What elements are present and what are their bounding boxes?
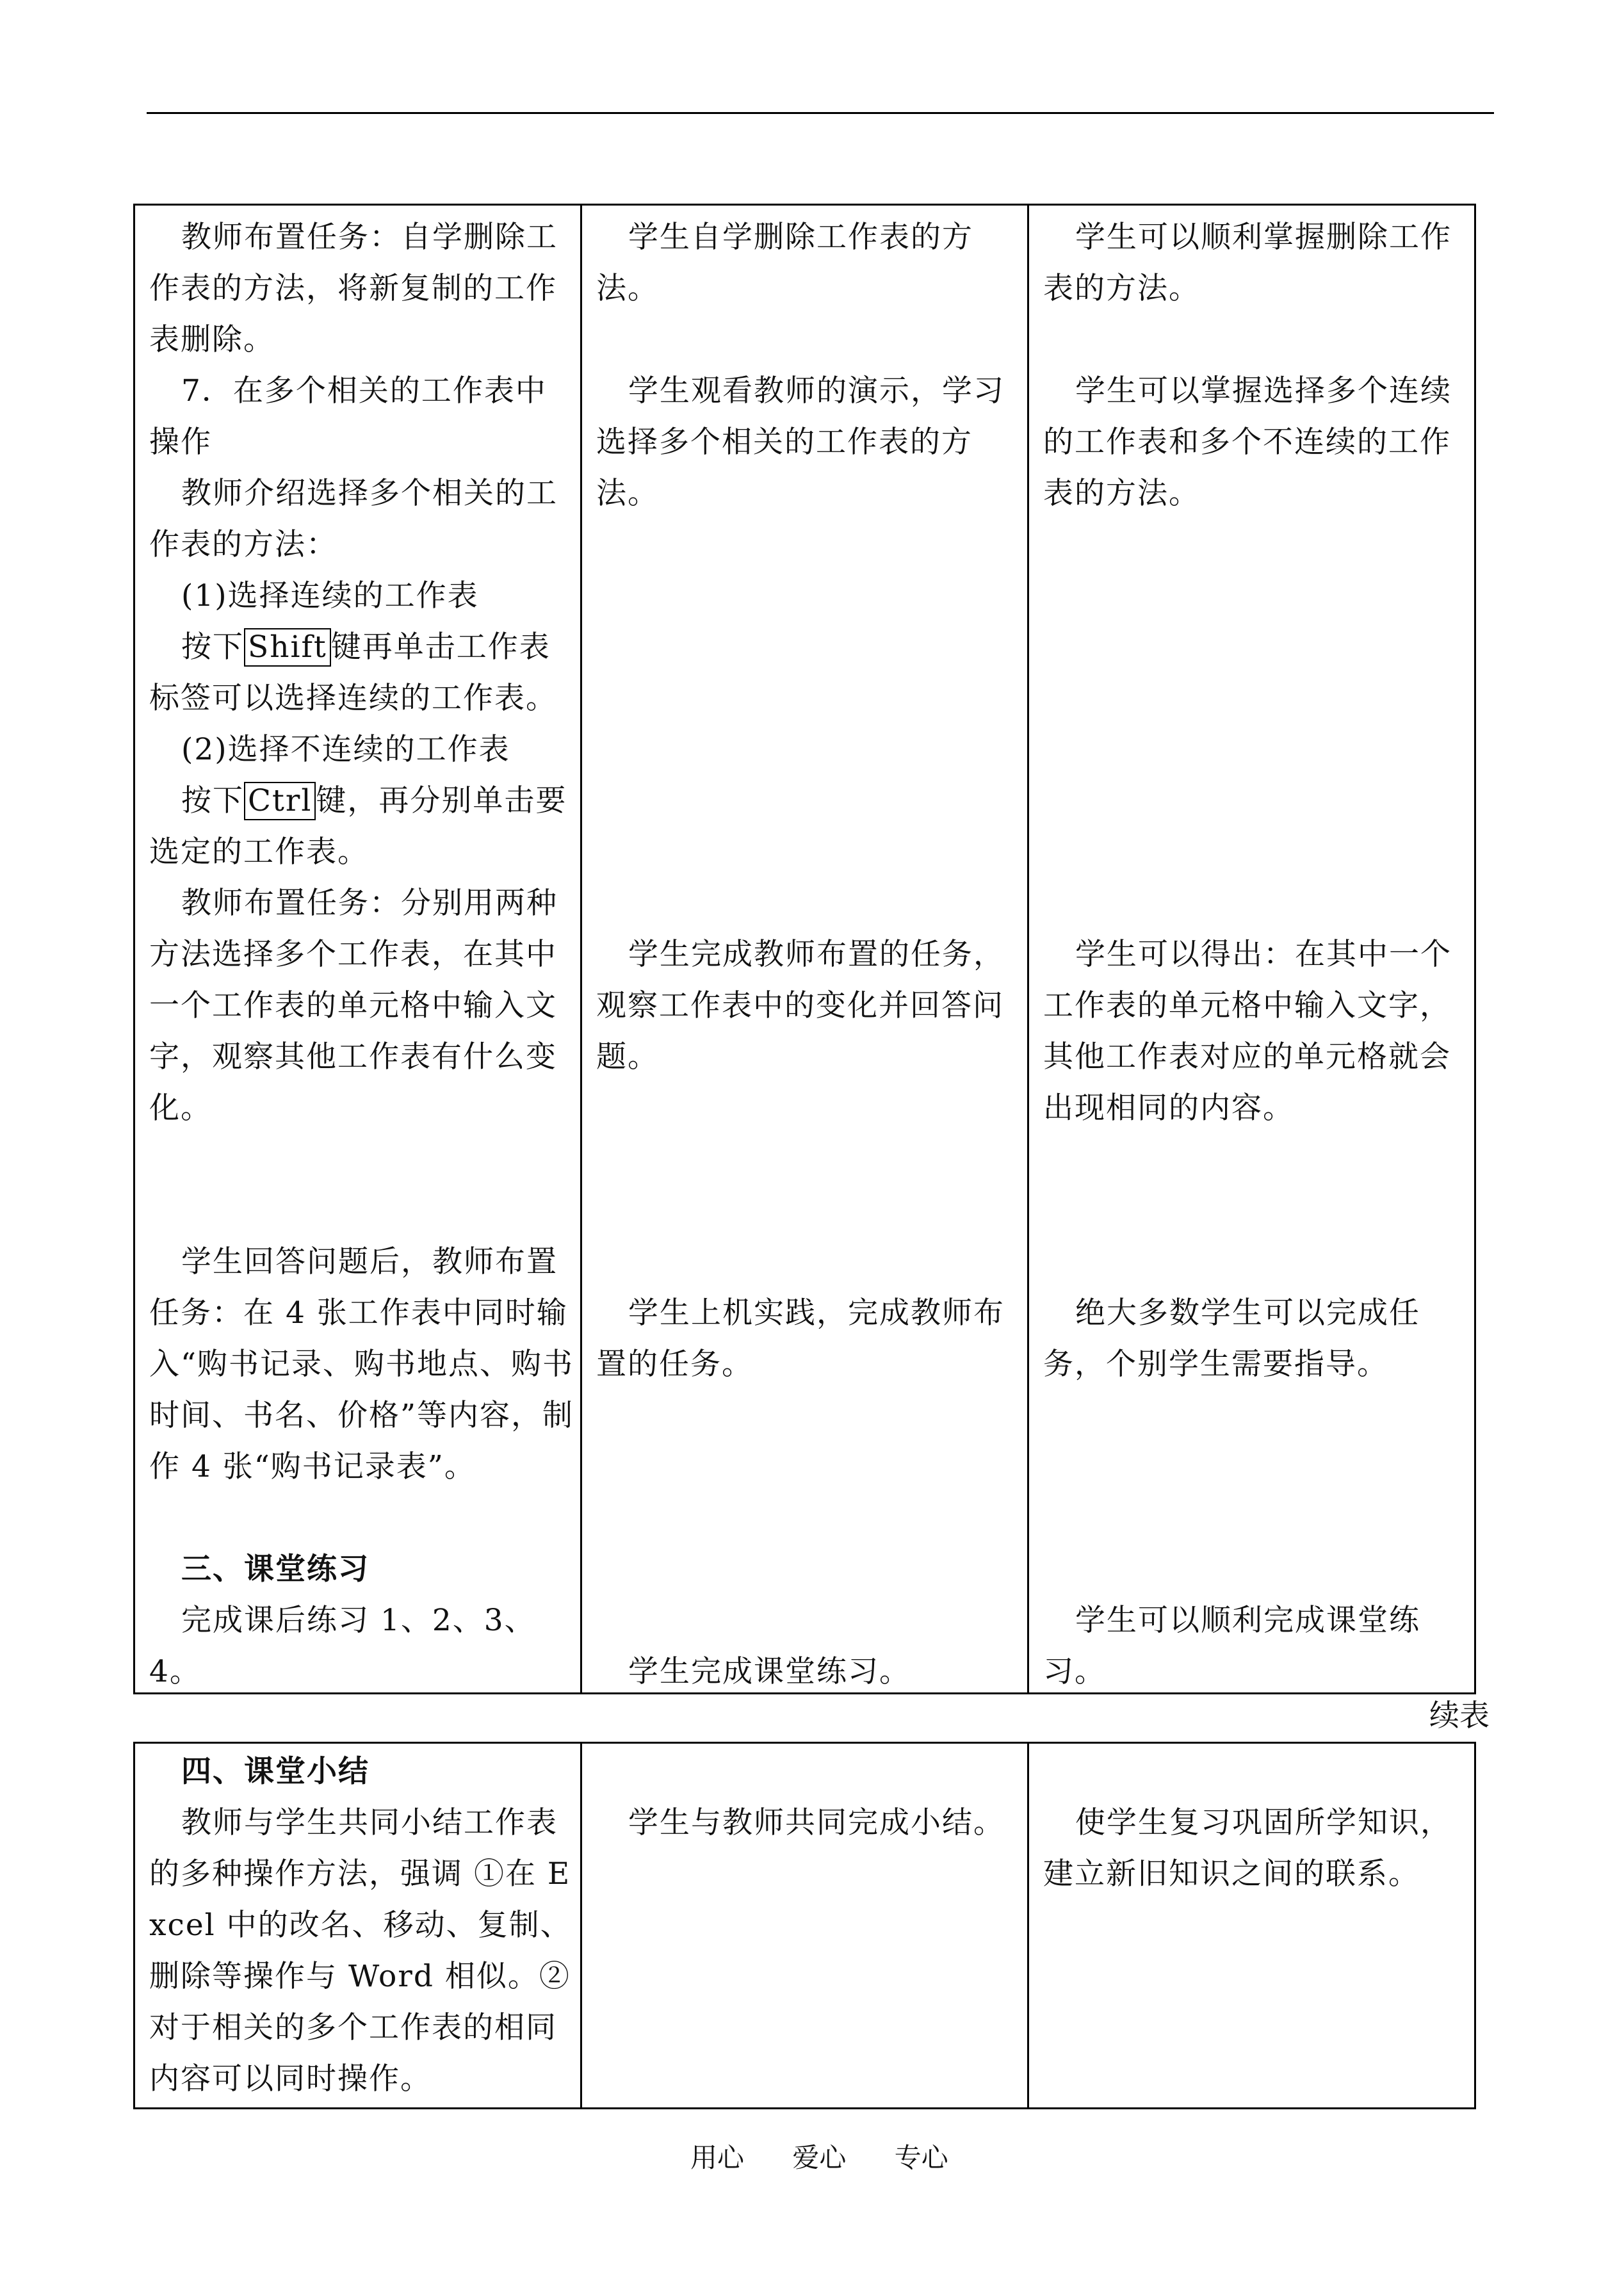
outcome-delete: 学生可以顺利掌握删除工作表的方法。 xyxy=(1043,220,1452,306)
student-exercise: 学生完成课堂练习。 xyxy=(628,1654,911,1689)
summary-text: 教师与学生共同小结工作表的多种操作方法，强调 ①在 Excel 中的改名、移动、复制、删除等操作与 Word 相似。②对于相关的多个工作表的相同内容可以同时操作。 xyxy=(149,1805,572,2096)
section-3-heading: 三、课堂练习 xyxy=(181,1552,369,1587)
lesson-table-summary xyxy=(133,1742,1476,2109)
outcome-exercise: 学生可以顺利完成课堂练习。 xyxy=(1043,1603,1420,1689)
summary-outcome-text: 使学生复习巩固所学知识，建立新旧知识之间的联系。 xyxy=(1043,1805,1452,1892)
method-2-rest: 键，再分别单击要选定的工作表。 xyxy=(149,783,567,870)
teacher-task-delete: 教师布置任务：自学删除工作表的方法，将新复制的工作表删除。 xyxy=(149,220,558,357)
student-activity-cell xyxy=(581,205,1028,1694)
shift-key-box: Shift xyxy=(244,628,331,667)
teacher-activity-cell xyxy=(134,205,581,1694)
section-4-heading: 四、课堂小结 xyxy=(181,1754,369,1789)
outcome-cell xyxy=(1028,205,1475,1694)
teacher-task-select: 教师布置任务：分别用两种方法选择多个工作表，在其中一个工作表的单元格中输入文字，观察其他工作表有什么变化。 xyxy=(149,886,558,1126)
header-rule xyxy=(147,112,1494,114)
method-2-heading: (2)选择不连续的工作表 xyxy=(181,732,510,767)
student-watch-demo: 学生观看教师的演示，学习选择多个相关的工作表的方法。 xyxy=(596,373,1005,511)
summary-student-text: 学生与教师共同完成小结。 xyxy=(628,1805,1005,1840)
teacher-task-records: 学生回答问题后，教师布置任务：在 4 张工作表中同时输入“购书记录、购书地点、购书时间、书名、价格”等内容，制作 4 张“购书记录表”。 xyxy=(149,1244,574,1484)
method-1-text xyxy=(149,622,576,724)
lesson-table-main xyxy=(133,204,1476,1694)
footer-word: 专心 xyxy=(894,2142,948,2173)
teacher-intro-methods: 教师介绍选择多个相关的工作表的方法： xyxy=(149,476,558,562)
student-complete-task: 学生完成教师布置的任务，观察工作表中的变化并回答问题。 xyxy=(596,937,1005,1075)
summary-outcome-cell xyxy=(1028,1743,1475,2109)
press-label: 按下 xyxy=(181,783,244,818)
outcome-conclusion: 学生可以得出：在其中一个工作表的单元格中输入文字，其他工作表对应的单元格就会出现相同的内容。 xyxy=(1043,937,1452,1126)
footer-word: 爱心 xyxy=(792,2142,847,2173)
ctrl-key-box: Ctrl xyxy=(244,782,316,820)
method-2-text xyxy=(149,775,576,878)
exercise-text: 完成课后练习 1、2、3、4。 xyxy=(149,1603,536,1689)
outcome-select: 学生可以掌握选择多个连续的工作表和多个不连续的工作表的方法。 xyxy=(1043,373,1452,511)
method-1-rest: 键再单击工作表标签可以选择连续的工作表。 xyxy=(149,629,557,716)
summary-student-cell xyxy=(581,1743,1028,2109)
outcome-practice: 绝大多数学生可以完成任务，个别学生需要指导。 xyxy=(1043,1295,1420,1382)
page-footer xyxy=(690,2140,948,2176)
summary-teacher-cell xyxy=(134,1743,581,2109)
step-7-heading: 7．在多个相关的工作表中操作 xyxy=(149,373,547,460)
method-1-heading: (1)选择连续的工作表 xyxy=(181,578,479,613)
footer-word: 用心 xyxy=(690,2142,745,2173)
student-practice: 学生上机实践，完成教师布置的任务。 xyxy=(596,1295,1005,1382)
continued-label: 续表 xyxy=(1429,1698,1490,1733)
press-label: 按下 xyxy=(181,629,244,665)
student-self-study: 学生自学删除工作表的方法。 xyxy=(596,220,973,306)
